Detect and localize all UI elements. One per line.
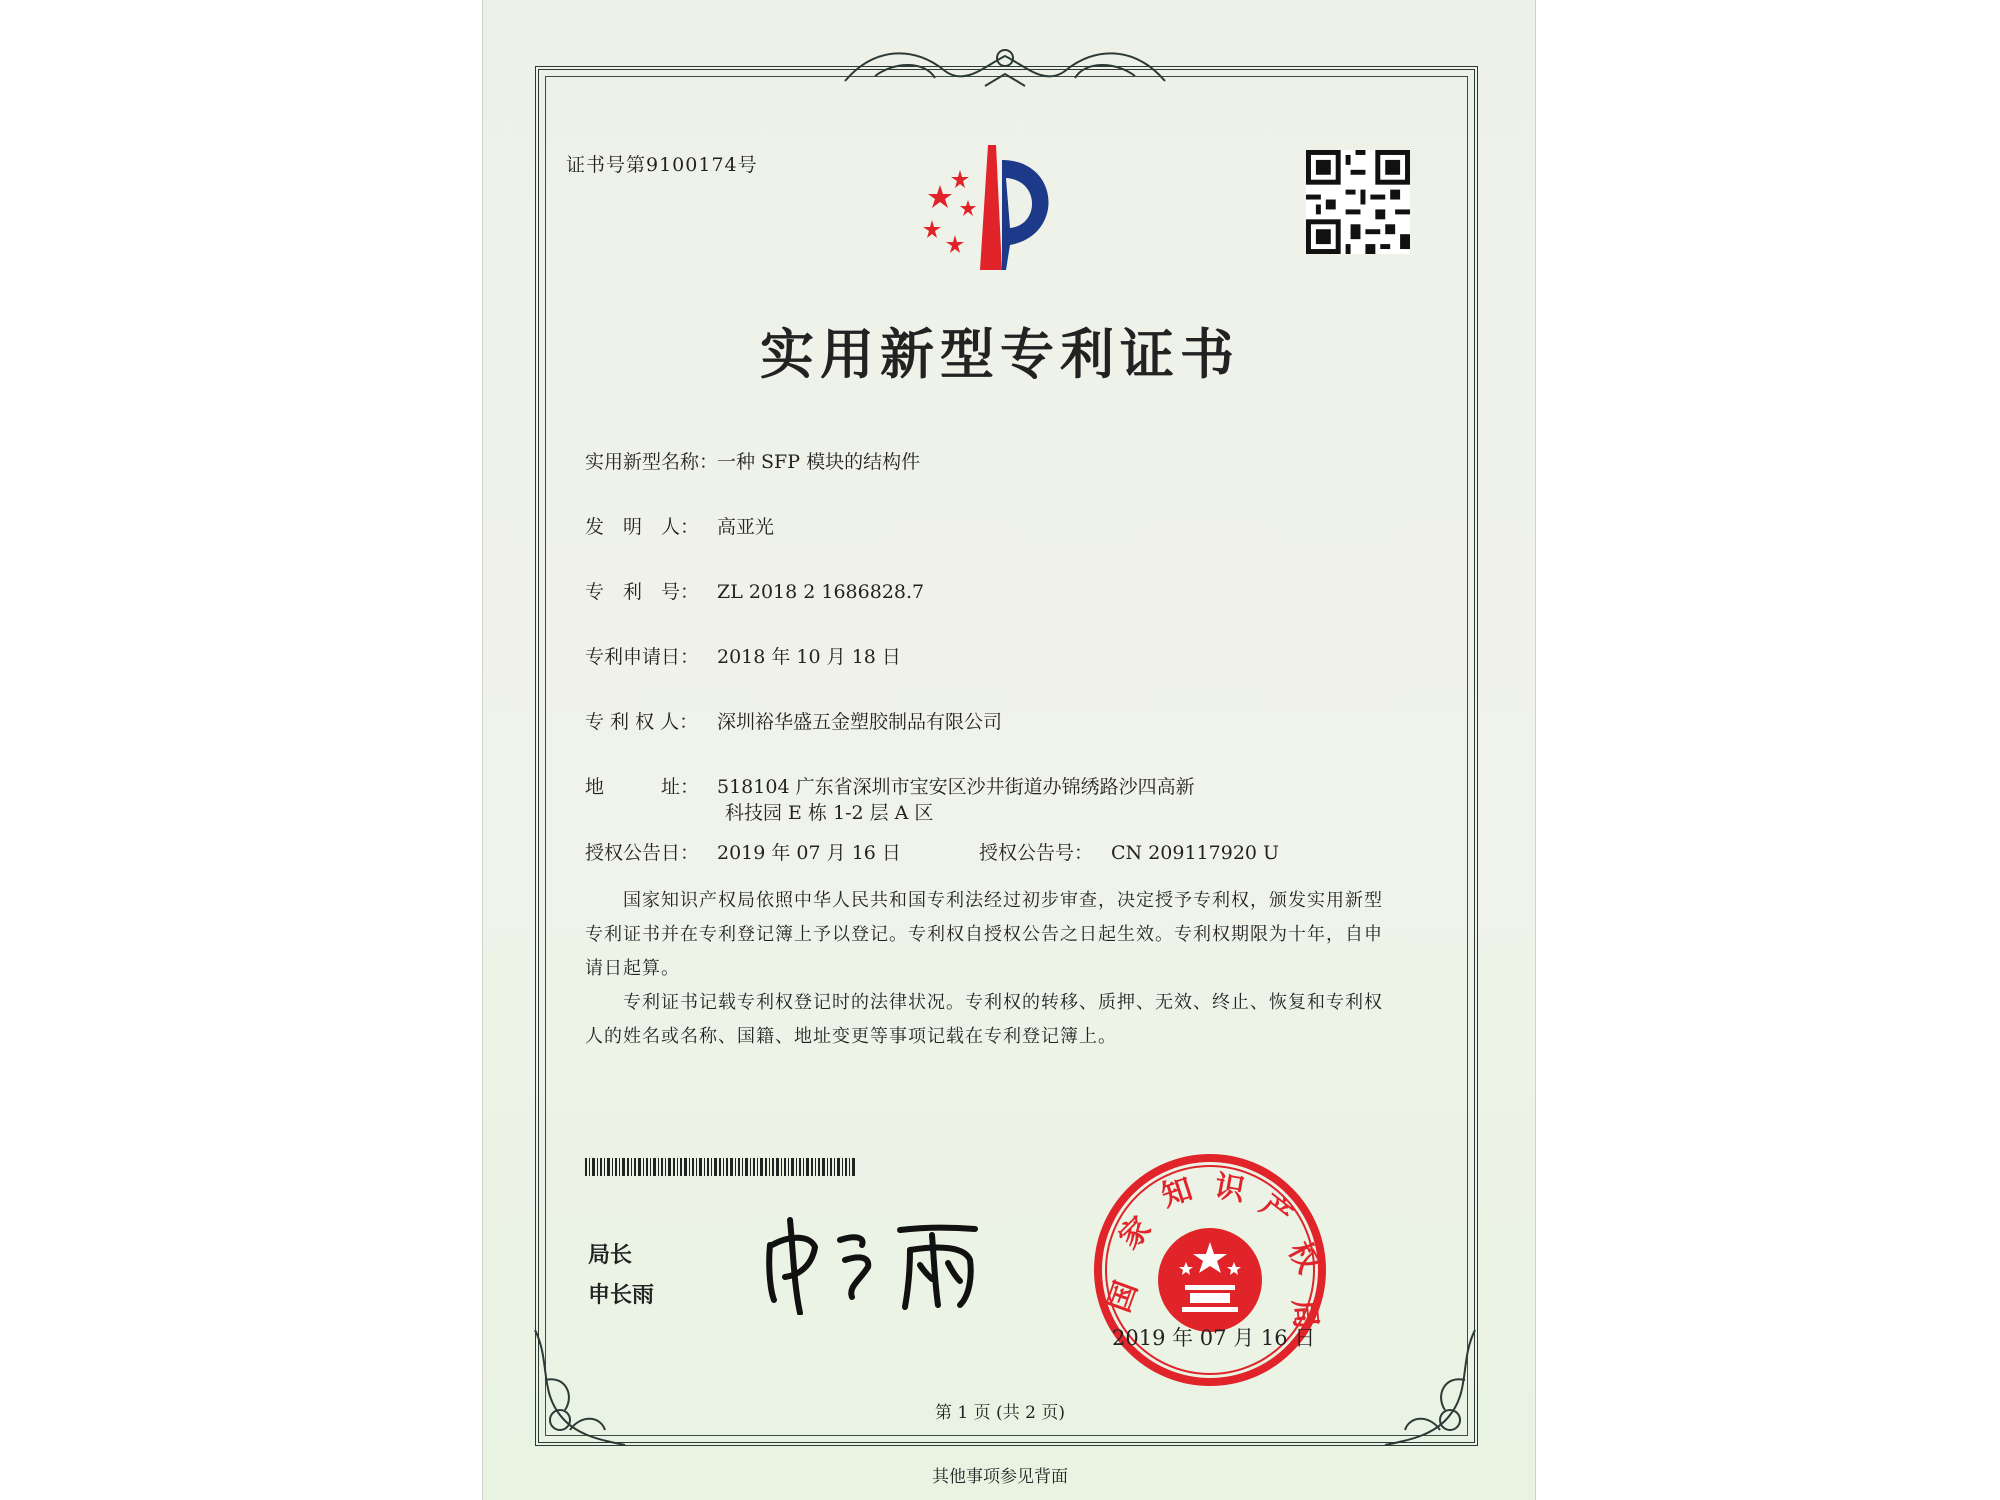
address-line-2: 科技园 E 栋 1-2 层 A 区	[725, 802, 934, 824]
address-line-1: 518104 广东省深圳市宝安区沙井街道办锦绣路沙四高新	[717, 776, 1195, 798]
barcode	[585, 1158, 857, 1176]
row-filing-date	[585, 642, 901, 669]
utility-model-name-value: 一种 SFP 模块的结构件	[717, 451, 921, 473]
svg-text:产: 产	[1253, 1187, 1299, 1234]
footer-note: 其他事项参见背面	[932, 1467, 1068, 1487]
publication-date-value: 2019 年 07 月 16 日	[717, 842, 901, 864]
svg-text:识: 识	[1211, 1168, 1248, 1209]
qr-code	[1306, 150, 1410, 254]
patentee-label: 专 利 权 人：	[585, 711, 699, 733]
corner-ornament-left	[520, 1320, 640, 1460]
row-utility-model-name	[585, 447, 920, 474]
seal-date: 2019 年 07 月 16 日	[1112, 1326, 1316, 1350]
handwritten-signature	[760, 1205, 995, 1315]
corner-ornament-right	[1370, 1320, 1490, 1460]
svg-text:家: 家	[1112, 1210, 1159, 1257]
top-ornament	[835, 36, 1175, 96]
row-patent-number	[585, 577, 924, 604]
row-patentee	[585, 707, 1002, 734]
address-label: 地 址：	[585, 776, 700, 798]
svg-text:国: 国	[1101, 1276, 1145, 1317]
svg-text:权: 权	[1280, 1236, 1326, 1279]
patent-number-label: 专 利 号：	[585, 581, 700, 603]
row-publication	[585, 838, 1279, 865]
certificate-title: 实用新型专利证书	[760, 322, 1240, 386]
filing-date-value: 2018 年 10 月 18 日	[717, 646, 901, 668]
patentee-value: 深圳裕华盛五金塑胶制品有限公司	[717, 711, 1003, 733]
inventor-value: 高亚光	[717, 516, 775, 538]
statement-paragraph-1: 国家知识产权局依照中华人民共和国专利法经过初步审查，决定授予专利权，颁发实用新型专利证书并在专利登记簿上予以登记。专利权自授权公告之日起生效。专利权期限为十年，自申请日起算。	[585, 890, 1383, 979]
patent-number-value: ZL 2018 2 1686828.7	[717, 581, 925, 603]
filing-date-label: 专利申请日：	[585, 646, 700, 668]
signatory-title: 局长	[588, 1242, 633, 1268]
utility-model-name-label: 实用新型名称：	[585, 451, 719, 473]
publication-number-value: CN 209117920 U	[1111, 842, 1280, 864]
row-address	[585, 772, 1195, 799]
svg-text:知: 知	[1157, 1171, 1197, 1215]
certificate-number: 证书号第9100174号	[566, 154, 758, 176]
publication-number-label: 授权公告号：	[979, 842, 1094, 864]
row-inventor	[585, 512, 774, 539]
patent-office-logo	[910, 140, 1070, 275]
signatory-name: 申长雨	[588, 1282, 655, 1308]
inventor-label: 发 明 人：	[585, 516, 700, 538]
page-number: 第 1 页 (共 2 页)	[935, 1403, 1065, 1423]
statement-paragraph-2: 专利证书记载专利权登记时的法律状况。专利权的转移、质押、无效、终止、恢复和专利权人的姓名或名称、国籍、地址变更等事项记载在专利登记簿上。	[585, 992, 1383, 1047]
svg-text:局: 局	[1285, 1297, 1324, 1331]
official-seal	[1090, 1150, 1330, 1390]
publication-date-label: 授权公告日：	[585, 842, 700, 864]
